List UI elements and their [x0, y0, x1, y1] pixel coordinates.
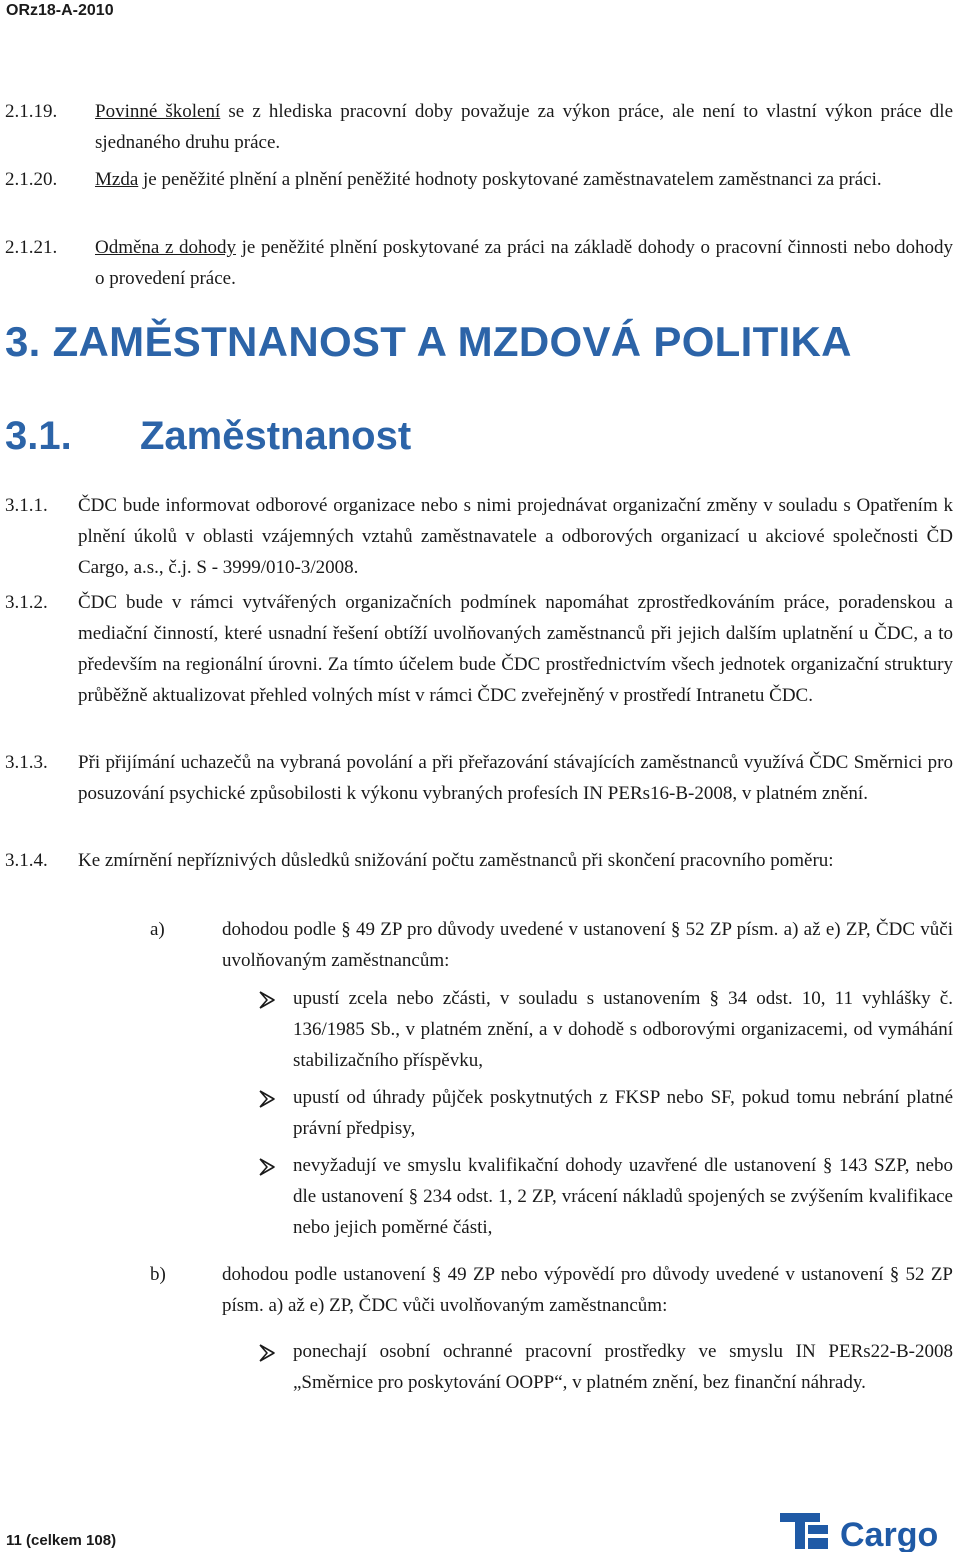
defined-term: Mzda	[95, 169, 139, 190]
arrow-bullet-icon	[258, 991, 276, 1009]
document-id: ORz18-A-2010	[6, 2, 114, 19]
bullet-text: ponechají osobní ochranné pracovní prostředky ve smyslu IN PERs22-B-2008 „Směrnice pro poskytování OOPP“, v platném znění, bez finanční náhrady.	[293, 1341, 953, 1393]
definition-text: je peněžité plnění a plnění peněžité hodnoty poskytované zaměstnavatelem zaměstnanci za práci.	[138, 169, 882, 190]
bullet-text: nevyžadují ve smyslu kvalifikační dohody uzavřené dle ustanovení § 143 SZP, nebo dle ustanovení § 234 odst. 1, 2 ZP, vrácení nákladů spojených se zvýšením kvalifikace nebo jejich poměrné části,	[293, 1155, 953, 1238]
definition-text: je peněžité plnění poskytované za práci na základě dohody o pracovní činnosti nebo dohody o provedení práce.	[95, 237, 953, 289]
definition-item	[95, 164, 953, 195]
arrow-bullet-icon	[258, 1090, 276, 1108]
defined-term: Povinné školení	[95, 101, 221, 122]
list-label: a)	[150, 919, 165, 940]
item-number: 2.1.19.	[5, 101, 58, 122]
paragraph-text: ČDC bude v rámci vytvářených organizačních podmínek napomáhat zprostředkováním práce, poradenskou a mediační činností, které usnadní řešení obtíží uvolňovaných zaměstnanců při jejich dalším uplatnění u ČDC, a to především na regionální úrovni. Za tímto účelem bude ČDC prostřednictvím všech jednotek organizační struktury průběžně aktualizovat přehled volných míst v rámci ČDC zveřejněný v prostředí Intranetu ČDC.	[78, 592, 953, 706]
paragraph-number: 3.1.3.	[5, 752, 48, 773]
subsection-number: 3.1.	[5, 414, 72, 458]
item-number: 2.1.21.	[5, 237, 58, 258]
paragraph-text: Při přijímání uchazečů na vybraná povolání a při přeřazování stávajících zaměstnanců využívá ČDC Směrnici pro posuzování psychické způsobilosti k výkonu vybraných profesích IN PERs16-B-2008, v platném znění.	[78, 752, 953, 804]
definition-item	[95, 232, 953, 294]
bullet-text: upustí od úhrady půjček poskytnutých z FKSP nebo SF, pokud tomu nebrání platné právní předpisy,	[293, 1087, 953, 1139]
arrow-bullet-icon	[258, 1158, 276, 1176]
list-label: b)	[150, 1264, 166, 1285]
page-number: 11 (celkem 108)	[6, 1532, 117, 1549]
section-heading: 3. ZAMĚSTNANOST A MZDOVÁ POLITIKA	[5, 318, 852, 365]
subsection-title: Zaměstnanost	[140, 414, 412, 458]
paragraph-number: 3.1.1.	[5, 495, 48, 516]
definition-item	[95, 96, 953, 158]
item-number: 2.1.20.	[5, 169, 58, 190]
list-item-text: dohodou podle ustanovení § 49 ZP nebo výpovědí pro důvody uvedené v ustanovení § 52 ZP písm. a) až e) ZP, ČDC vůči uvolňovaným zaměstnancům:	[222, 1264, 953, 1316]
paragraph-number: 3.1.2.	[5, 592, 48, 613]
list-item-text: dohodou podle § 49 ZP pro důvody uvedené v ustanovení § 52 ZP písm. a) až e) ZP, ČDC vůči uvolňovaným zaměstnancům:	[222, 919, 953, 971]
defined-term: Odměna z dohody	[95, 237, 237, 258]
arrow-bullet-icon	[258, 1344, 276, 1362]
definition-text: se z hlediska pracovní doby považuje za výkon práce, ale není to vlastní výkon práce dle sjednaného druhu práce.	[95, 101, 953, 153]
paragraph-number: 3.1.4.	[5, 850, 48, 871]
svg-text:Cargo: Cargo	[840, 1516, 939, 1552]
bullet-text: upustí zcela nebo zčásti, v souladu s ustanovením § 34 odst. 10, 11 vyhlášky č. 136/1985 Sb., v platném znění, a v dohodě s odborovými organizacemi, od vymáhání stabilizačního příspěvku,	[293, 988, 953, 1071]
cd-cargo-logo	[780, 1510, 956, 1552]
paragraph-text: ČDC bude informovat odborové organizace nebo s nimi projednávat organizační změny v souladu s Opatřením k plnění úkolů v oblasti vzájemných vztahů zaměstnavatele a odborových organizací u akciové společnosti ČD Cargo, a.s., č.j. S - 3999/010-3/2008.	[78, 495, 953, 578]
paragraph-text: Ke zmírnění nepříznivých důsledků snižování počtu zaměstnanců při skončení pracovního poměru:	[78, 850, 834, 871]
